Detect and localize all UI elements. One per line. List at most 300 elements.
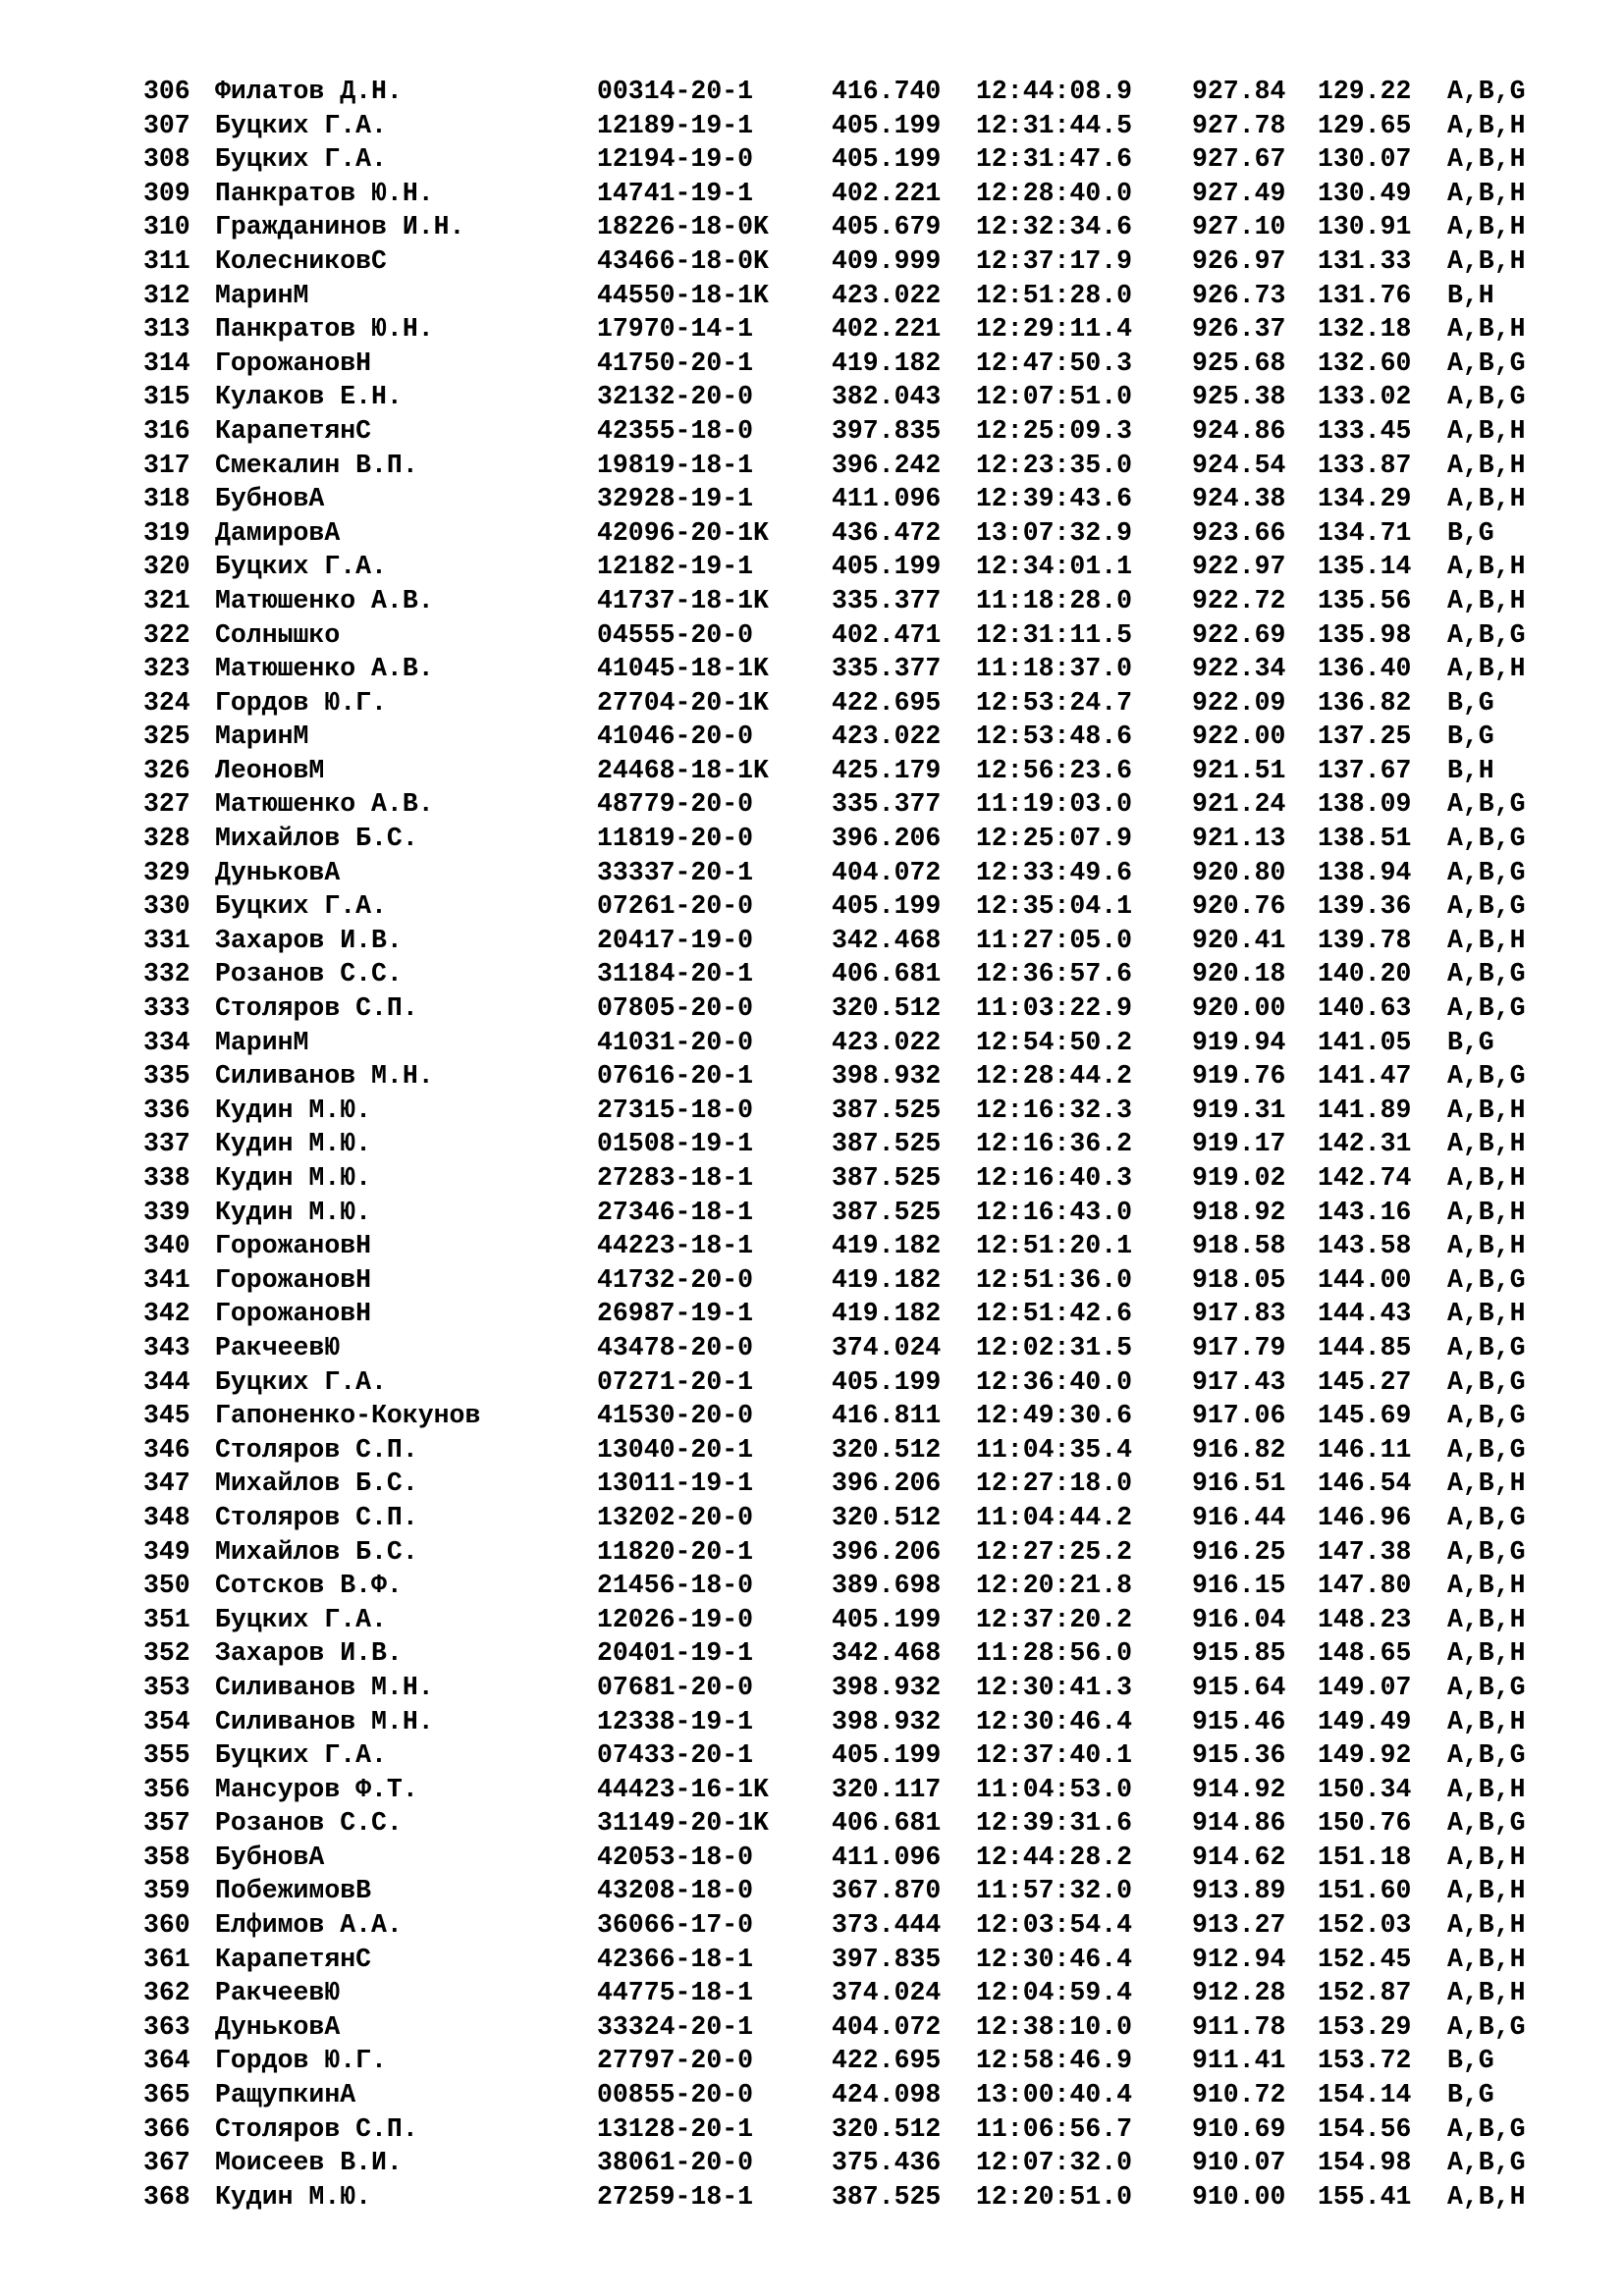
speed: 921.13 [1192,824,1286,854]
ring-number: 43478-20-0 [597,1332,754,1362]
fancier-name: Захаров И.В. [215,1638,403,1669]
speed: 912.28 [1192,1978,1286,2008]
arrival-time: 12:37:40.1 [976,1740,1133,1771]
ring-number: 07616-20-1 [597,1061,754,1092]
categories: A,B,G [1447,77,1526,106]
categories: A,B,G [1447,2011,1526,2042]
coefficient: 136.40 [1318,654,1412,684]
coefficient: 153.72 [1318,2046,1412,2076]
coefficient: 152.87 [1318,1978,1412,2008]
place-number: 329 [143,857,190,887]
categories: A,B,H [1447,1706,1526,1736]
fancier-name: РакчеевЮ [215,1978,341,2008]
place-number: 339 [143,1197,190,1227]
ring-number: 12194-19-0 [597,144,754,175]
categories: A,B,H [1447,654,1526,684]
place-number: 334 [143,1027,190,1057]
coefficient: 133.45 [1318,415,1412,446]
categories: A,B,G [1447,619,1526,650]
distance: 402.221 [832,178,942,208]
ring-number: 12182-19-1 [597,552,754,582]
coefficient: 148.23 [1318,1604,1412,1634]
fancier-name: Буцких Г.А. [215,1740,387,1771]
coefficient: 154.98 [1318,2148,1412,2178]
coefficient: 136.82 [1318,687,1412,718]
place-number: 366 [143,2113,190,2144]
fancier-name: Филатов Д.Н. [215,77,403,106]
speed: 920.41 [1192,925,1286,955]
arrival-time: 12:32:34.6 [976,212,1133,242]
place-number: 361 [143,1944,190,1974]
speed: 922.97 [1192,552,1286,582]
coefficient: 149.92 [1318,1740,1412,1771]
categories: A,B,G [1447,1434,1526,1465]
arrival-time: 12:30:46.4 [976,1706,1133,1736]
place-number: 351 [143,1604,190,1634]
categories: A,B,H [1447,1774,1526,1804]
fancier-name: Гордов Ю.Г. [215,2046,387,2076]
speed: 917.43 [1192,1366,1286,1397]
categories: A,B,H [1447,585,1526,615]
speed: 927.49 [1192,178,1286,208]
fancier-name: Панкратов Ю.Н. [215,314,434,345]
ring-number: 14741-19-1 [597,178,754,208]
arrival-time: 11:28:56.0 [976,1638,1133,1669]
coefficient: 139.36 [1318,891,1412,922]
speed: 927.84 [1192,77,1286,106]
distance: 398.932 [832,1706,942,1736]
coefficient: 142.74 [1318,1163,1412,1193]
speed: 926.97 [1192,245,1286,276]
coefficient: 137.25 [1318,721,1412,752]
arrival-time: 11:27:05.0 [976,925,1133,955]
arrival-time: 12:16:36.2 [976,1129,1133,1159]
distance: 411.096 [832,484,942,514]
ring-number: 12338-19-1 [597,1706,754,1736]
distance: 405.679 [832,212,942,242]
ring-number: 00314-20-1 [597,77,754,106]
coefficient: 150.76 [1318,1808,1412,1839]
arrival-time: 12:38:10.0 [976,2011,1133,2042]
arrival-time: 13:00:40.4 [976,2080,1133,2110]
distance: 320.117 [832,1774,942,1804]
speed: 923.66 [1192,517,1286,548]
distance: 396.206 [832,1536,942,1567]
coefficient: 141.47 [1318,1061,1412,1092]
place-number: 314 [143,347,190,378]
fancier-name: ГорожановН [215,1231,372,1261]
speed: 911.78 [1192,2011,1286,2042]
distance: 404.072 [832,857,942,887]
ring-number: 19819-18-1 [597,450,754,480]
coefficient: 146.54 [1318,1468,1412,1499]
categories: B,G [1447,2046,1494,2076]
categories: A,B,H [1447,2181,1526,2212]
ring-number: 11819-20-0 [597,824,754,854]
distance: 406.681 [832,1808,942,1839]
ring-number: 31149-20-1K [597,1808,769,1839]
arrival-time: 12:39:31.6 [976,1808,1133,1839]
ring-number: 13128-20-1 [597,2113,754,2144]
place-number: 341 [143,1264,190,1295]
fancier-name: Матюшенко А.В. [215,585,434,615]
ring-number: 32132-20-0 [597,382,754,412]
place-number: 354 [143,1706,190,1736]
distance: 422.695 [832,687,942,718]
categories: B,H [1447,280,1494,310]
fancier-name: Столяров С.П. [215,1434,418,1465]
categories: A,B,H [1447,1299,1526,1329]
place-number: 348 [143,1502,190,1532]
distance: 342.468 [832,925,942,955]
distance: 335.377 [832,789,942,820]
categories: A,B,G [1447,1264,1526,1295]
ring-number: 00855-20-0 [597,2080,754,2110]
fancier-name: Кудин М.Ю. [215,1095,372,1125]
speed: 920.00 [1192,993,1286,1024]
arrival-time: 12:51:36.0 [976,1264,1133,1295]
ring-number: 41732-20-0 [597,1264,754,1295]
categories: A,B,H [1447,484,1526,514]
ring-number: 11820-20-1 [597,1536,754,1567]
categories: A,B,G [1447,1536,1526,1567]
speed: 916.44 [1192,1502,1286,1532]
distance: 387.525 [832,1197,942,1227]
distance: 423.022 [832,1027,942,1057]
categories: A,B,H [1447,1571,1526,1601]
ring-number: 07681-20-0 [597,1672,754,1702]
categories: A,B,H [1447,1910,1526,1941]
arrival-time: 12:31:11.5 [976,619,1133,650]
fancier-name: БубновА [215,1842,325,1872]
distance: 397.835 [832,1944,942,1974]
place-number: 321 [143,585,190,615]
fancier-name: МаринМ [215,721,309,752]
speed: 912.94 [1192,1944,1286,1974]
place-number: 324 [143,687,190,718]
place-number: 323 [143,654,190,684]
speed: 927.67 [1192,144,1286,175]
place-number: 330 [143,891,190,922]
distance: 416.811 [832,1401,942,1431]
fancier-name: Буцких Г.А. [215,1604,387,1634]
categories: A,B,H [1447,450,1526,480]
speed: 922.00 [1192,721,1286,752]
ring-number: 44775-18-1 [597,1978,754,2008]
fancier-name: ГорожановН [215,1264,372,1295]
ring-number: 33337-20-1 [597,857,754,887]
ring-number: 42366-18-1 [597,1944,754,1974]
coefficient: 129.22 [1318,77,1412,106]
categories: A,B,G [1447,1502,1526,1532]
ring-number: 18226-18-0K [597,212,769,242]
speed: 918.05 [1192,1264,1286,1295]
arrival-time: 12:25:07.9 [976,824,1133,854]
ring-number: 21456-18-0 [597,1571,754,1601]
arrival-time: 12:37:17.9 [976,245,1133,276]
arrival-time: 12:54:50.2 [976,1027,1133,1057]
speed: 919.76 [1192,1061,1286,1092]
arrival-time: 12:16:32.3 [976,1095,1133,1125]
categories: A,B,H [1447,314,1526,345]
arrival-time: 12:39:43.6 [976,484,1133,514]
arrival-time: 12:47:50.3 [976,347,1133,378]
fancier-name: Солнышко [215,619,341,650]
categories: A,B,H [1447,552,1526,582]
coefficient: 138.51 [1318,824,1412,854]
arrival-time: 12:28:40.0 [976,178,1133,208]
place-number: 363 [143,2011,190,2042]
ring-number: 33324-20-1 [597,2011,754,2042]
speed: 918.92 [1192,1197,1286,1227]
categories: A,B,G [1447,789,1526,820]
coefficient: 145.69 [1318,1401,1412,1431]
fancier-name: Михайлов Б.С. [215,1536,418,1567]
place-number: 344 [143,1366,190,1397]
distance: 423.022 [832,721,942,752]
arrival-time: 12:58:46.9 [976,2046,1133,2076]
ring-number: 07261-20-0 [597,891,754,922]
categories: A,B,G [1447,2113,1526,2144]
place-number: 327 [143,789,190,820]
ring-number: 07271-20-1 [597,1366,754,1397]
arrival-time: 11:18:28.0 [976,585,1133,615]
fancier-name: РакчеевЮ [215,1332,341,1362]
place-number: 340 [143,1231,190,1261]
distance: 422.695 [832,2046,942,2076]
coefficient: 130.07 [1318,144,1412,175]
coefficient: 147.80 [1318,1571,1412,1601]
fancier-name: ДуньковА [215,2011,341,2042]
fancier-name: ГорожановН [215,1299,372,1329]
speed: 910.00 [1192,2181,1286,2212]
categories: A,B,G [1447,1366,1526,1397]
ring-number: 42096-20-1K [597,517,769,548]
coefficient: 135.56 [1318,585,1412,615]
speed: 915.64 [1192,1672,1286,1702]
categories: A,B,G [1447,1808,1526,1839]
distance: 424.098 [832,2080,942,2110]
fancier-name: Буцких Г.А. [215,891,387,922]
place-number: 310 [143,212,190,242]
fancier-name: Розанов С.С. [215,1808,403,1839]
ring-number: 31184-20-1 [597,959,754,989]
distance: 396.242 [832,450,942,480]
distance: 335.377 [832,654,942,684]
fancier-name: ГорожановН [215,347,372,378]
coefficient: 154.14 [1318,2080,1412,2110]
coefficient: 131.76 [1318,280,1412,310]
coefficient: 150.34 [1318,1774,1412,1804]
categories: A,B,H [1447,1604,1526,1634]
ring-number: 41046-20-0 [597,721,754,752]
fancier-name: Кудин М.Ю. [215,2181,372,2212]
fancier-name: КарапетянС [215,1944,372,1974]
coefficient: 129.65 [1318,110,1412,140]
place-number: 349 [143,1536,190,1567]
ring-number: 27346-18-1 [597,1197,754,1227]
place-number: 308 [143,144,190,175]
fancier-name: МаринМ [215,1027,309,1057]
arrival-time: 12:16:40.3 [976,1163,1133,1193]
place-number: 346 [143,1434,190,1465]
fancier-name: Захаров И.В. [215,925,403,955]
arrival-time: 11:03:22.9 [976,993,1133,1024]
categories: A,B,G [1447,891,1526,922]
coefficient: 140.63 [1318,993,1412,1024]
categories: B,H [1447,755,1494,785]
ring-number: 12189-19-1 [597,110,754,140]
distance: 387.525 [832,1095,942,1125]
arrival-time: 12:37:20.2 [976,1604,1133,1634]
place-number: 335 [143,1061,190,1092]
coefficient: 134.29 [1318,484,1412,514]
distance: 402.221 [832,314,942,345]
fancier-name: ДамировА [215,517,341,548]
arrival-time: 12:36:57.6 [976,959,1133,989]
speed: 910.69 [1192,2113,1286,2144]
arrival-time: 12:31:44.5 [976,110,1133,140]
speed: 926.73 [1192,280,1286,310]
categories: A,B,G [1447,1672,1526,1702]
arrival-time: 12:53:48.6 [976,721,1133,752]
categories: A,B,H [1447,245,1526,276]
place-number: 311 [143,245,190,276]
arrival-time: 12:29:11.4 [976,314,1133,345]
place-number: 360 [143,1910,190,1941]
arrival-time: 11:06:56.7 [976,2113,1133,2144]
ring-number: 27704-20-1K [597,687,769,718]
fancier-name: Силиванов М.Н. [215,1061,434,1092]
fancier-name: Буцких Г.А. [215,1366,387,1397]
fancier-name: МаринМ [215,280,309,310]
categories: A,B,G [1447,2148,1526,2178]
distance: 405.199 [832,110,942,140]
coefficient: 152.03 [1318,1910,1412,1941]
ring-number: 42355-18-0 [597,415,754,446]
categories: B,G [1447,1027,1494,1057]
fancier-name: Елфимов А.А. [215,1910,403,1941]
coefficient: 141.89 [1318,1095,1412,1125]
categories: A,B,G [1447,1061,1526,1092]
categories: A,B,H [1447,1638,1526,1669]
categories: A,B,H [1447,1163,1526,1193]
place-number: 343 [143,1332,190,1362]
distance: 398.932 [832,1061,942,1092]
ring-number: 44423-16-1K [597,1774,769,1804]
arrival-time: 12:27:18.0 [976,1468,1133,1499]
speed: 922.69 [1192,619,1286,650]
ring-number: 38061-20-0 [597,2148,754,2178]
place-number: 306 [143,77,190,106]
arrival-time: 12:44:28.2 [976,1842,1133,1872]
arrival-time: 12:07:32.0 [976,2148,1133,2178]
distance: 397.835 [832,415,942,446]
fancier-name: Силиванов М.Н. [215,1706,434,1736]
speed: 924.38 [1192,484,1286,514]
categories: A,B,G [1447,1401,1526,1431]
place-number: 307 [143,110,190,140]
coefficient: 149.49 [1318,1706,1412,1736]
fancier-name: Розанов С.С. [215,959,403,989]
ring-number: 41530-20-0 [597,1401,754,1431]
fancier-name: Силиванов М.Н. [215,1672,434,1702]
speed: 922.09 [1192,687,1286,718]
distance: 373.444 [832,1910,942,1941]
speed: 919.17 [1192,1129,1286,1159]
fancier-name: Кудин М.Ю. [215,1129,372,1159]
place-number: 368 [143,2181,190,2212]
speed: 922.34 [1192,654,1286,684]
ring-number: 27283-18-1 [597,1163,754,1193]
categories: B,G [1447,721,1494,752]
distance: 405.199 [832,1366,942,1397]
fancier-name: Сотсков В.Ф. [215,1571,403,1601]
ring-number: 24468-18-1K [597,755,769,785]
speed: 917.79 [1192,1332,1286,1362]
distance: 374.024 [832,1978,942,2008]
distance: 382.043 [832,382,942,412]
ring-number: 48779-20-0 [597,789,754,820]
ring-number: 13040-20-1 [597,1434,754,1465]
ring-number: 13202-20-0 [597,1502,754,1532]
arrival-time: 12:30:46.4 [976,1944,1133,1974]
arrival-time: 12:31:47.6 [976,144,1133,175]
categories: A,B,H [1447,415,1526,446]
ring-number: 43208-18-0 [597,1876,754,1906]
coefficient: 143.16 [1318,1197,1412,1227]
arrival-time: 12:20:21.8 [976,1571,1133,1601]
place-number: 365 [143,2080,190,2110]
arrival-time: 11:04:35.4 [976,1434,1133,1465]
speed: 920.18 [1192,959,1286,989]
coefficient: 135.98 [1318,619,1412,650]
ring-number: 44550-18-1K [597,280,769,310]
fancier-name: Матюшенко А.В. [215,789,434,820]
ring-number: 27797-20-0 [597,2046,754,2076]
ring-number: 26987-19-1 [597,1299,754,1329]
arrival-time: 11:04:44.2 [976,1502,1133,1532]
coefficient: 144.00 [1318,1264,1412,1295]
place-number: 359 [143,1876,190,1906]
ring-number: 41031-20-0 [597,1027,754,1057]
fancier-name: ЛеоновМ [215,755,325,785]
fancier-name: Гапоненко-Кокунов [215,1401,481,1431]
ring-number: 27315-18-0 [597,1095,754,1125]
arrival-time: 12:51:42.6 [976,1299,1133,1329]
ring-number: 41045-18-1K [597,654,769,684]
place-number: 357 [143,1808,190,1839]
place-number: 313 [143,314,190,345]
fancier-name: Кулаков Е.Н. [215,382,403,412]
distance: 396.206 [832,1468,942,1499]
categories: A,B,H [1447,110,1526,140]
fancier-name: Моисеев В.И. [215,2148,403,2178]
place-number: 338 [143,1163,190,1193]
distance: 423.022 [832,280,942,310]
categories: A,B,G [1447,959,1526,989]
distance: 398.932 [832,1672,942,1702]
place-number: 317 [143,450,190,480]
distance: 387.525 [832,1129,942,1159]
speed: 914.92 [1192,1774,1286,1804]
fancier-name: Столяров С.П. [215,1502,418,1532]
distance: 375.436 [832,2148,942,2178]
fancier-name: Гражданинов И.Н. [215,212,465,242]
speed: 919.31 [1192,1095,1286,1125]
distance: 402.471 [832,619,942,650]
place-number: 352 [143,1638,190,1669]
